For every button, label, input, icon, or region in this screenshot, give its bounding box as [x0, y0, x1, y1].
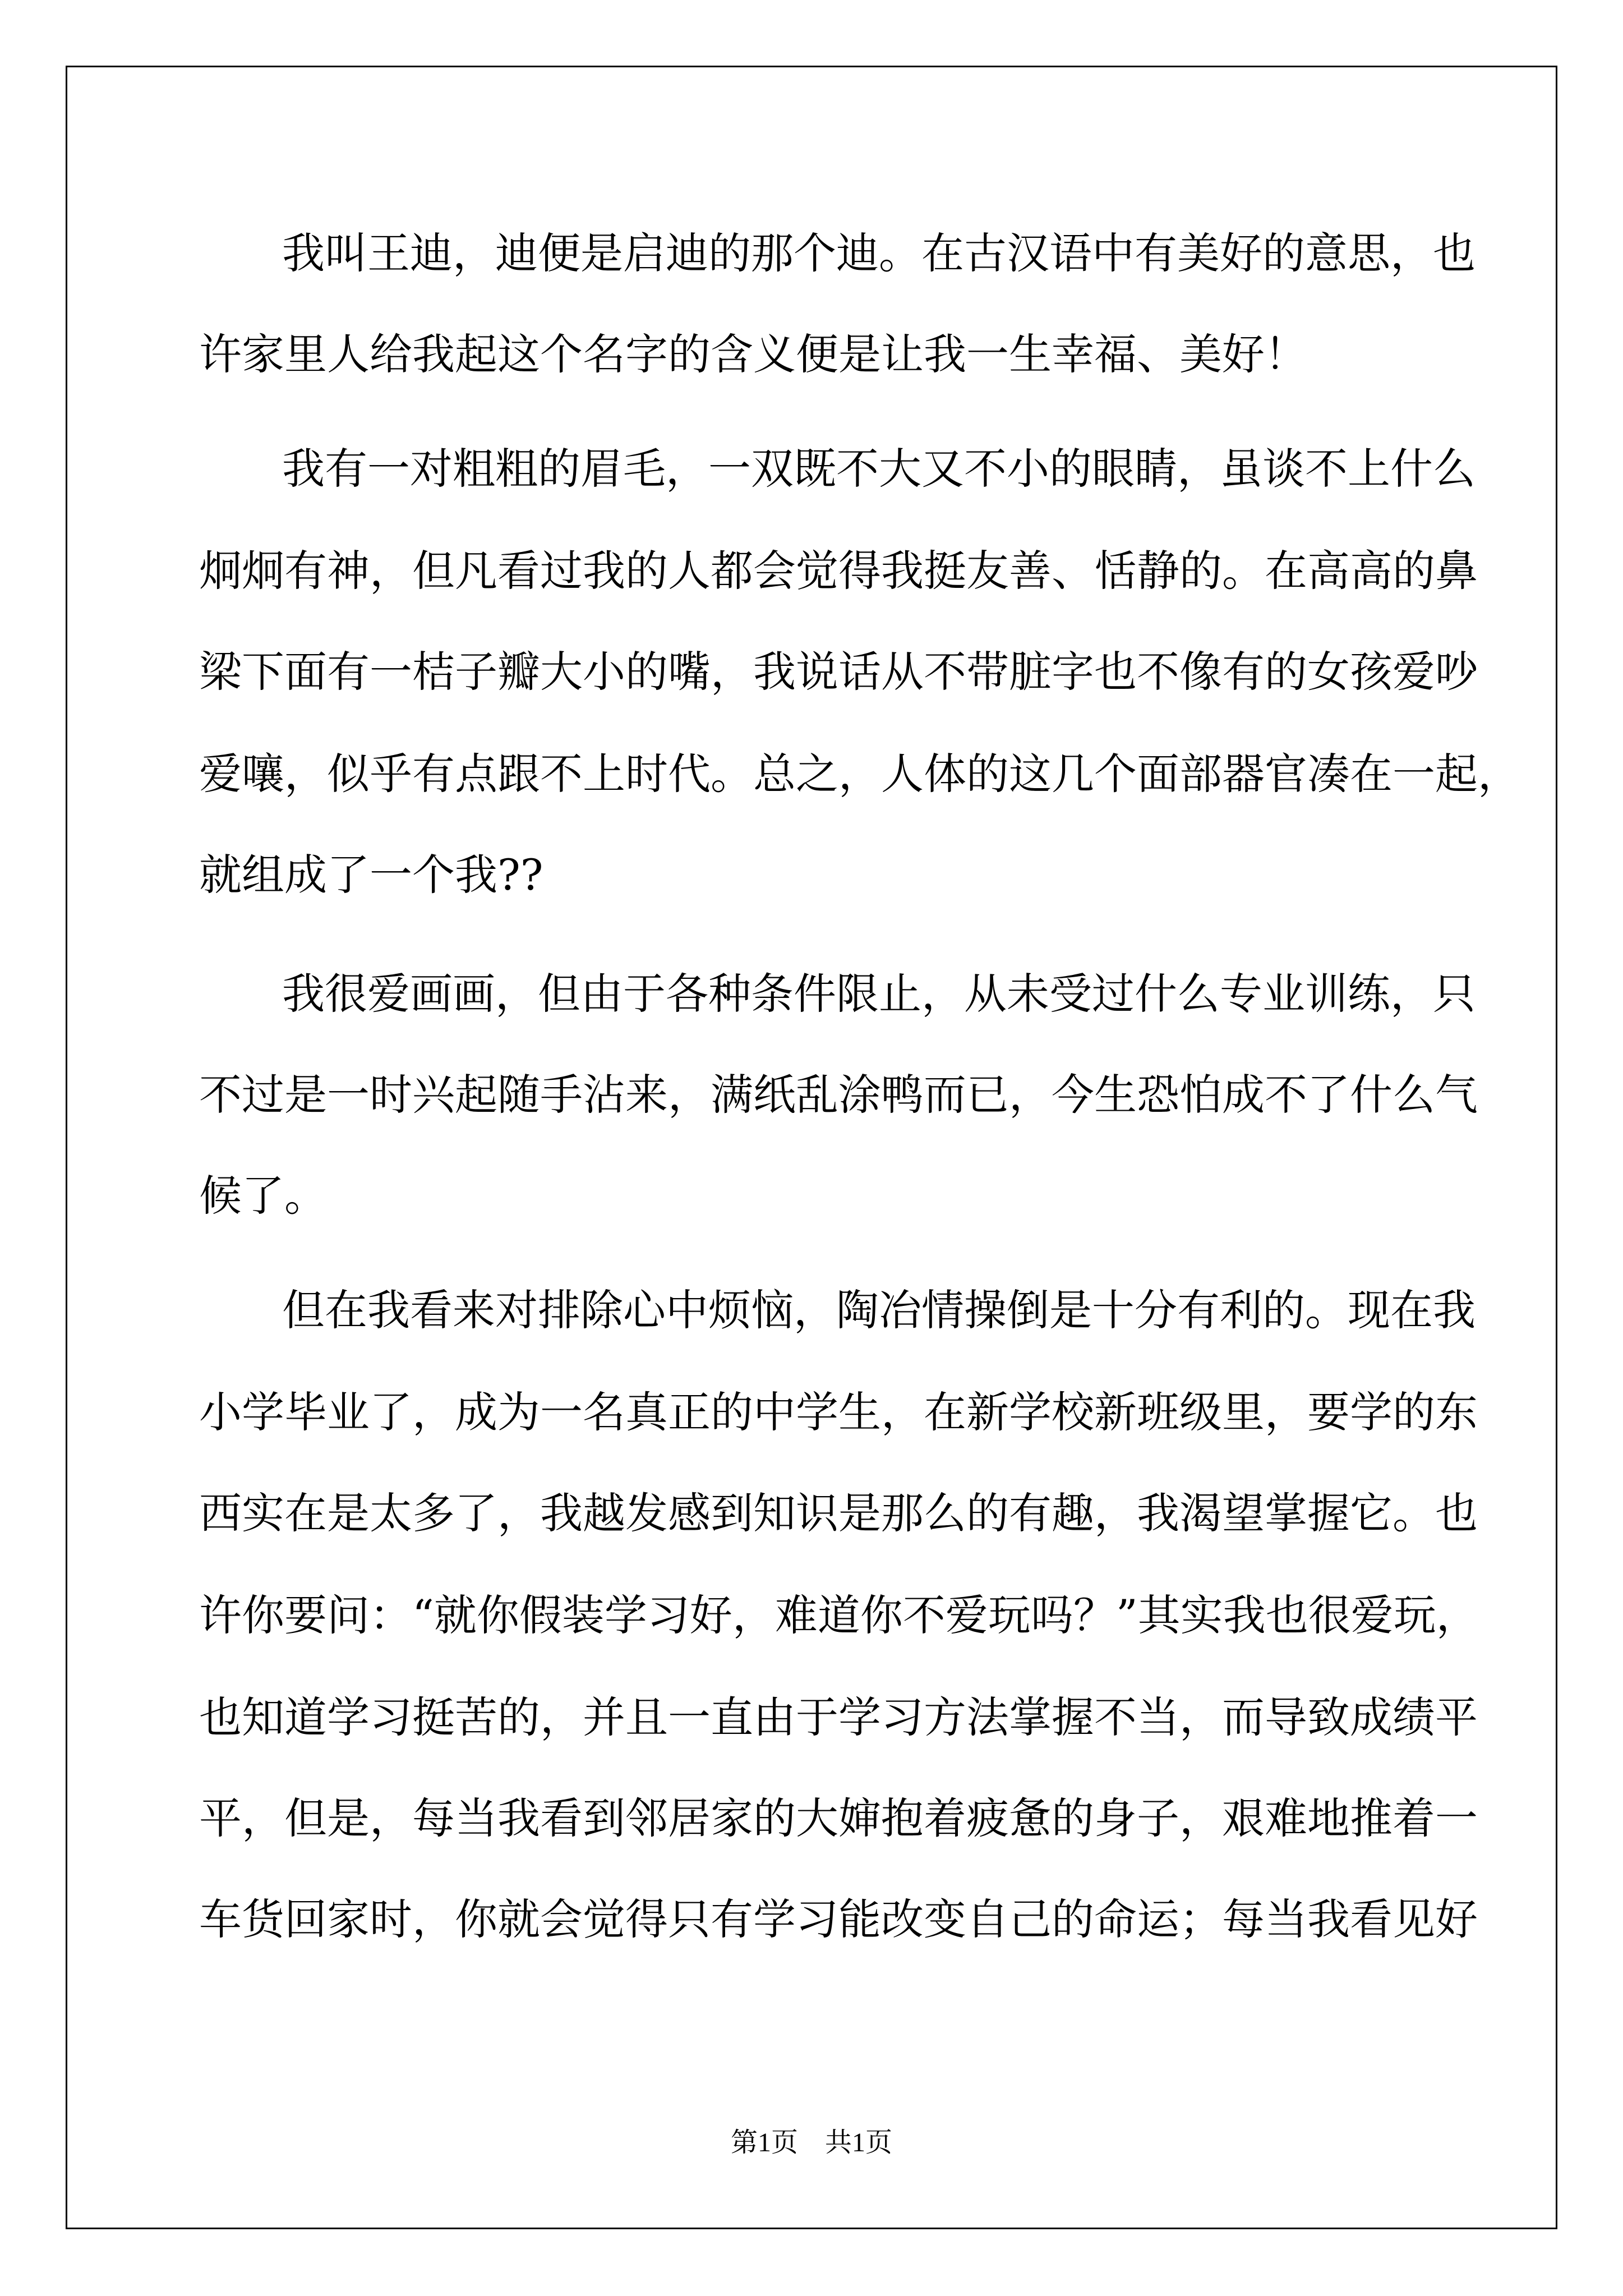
text-line-6: 爱嚷，似乎有点跟不上时代。总之，人体的这几个面部器官凑在一起， [199, 749, 1520, 799]
text-line-9: 不过是一时兴起随手沾来，满纸乱涂鸭而已，今生恐怕成不了什么气 [199, 1070, 1478, 1120]
page-footer: 第1页 共1页 [730, 2128, 892, 2157]
text-line-16: 平，但是，每当我看到邻居家的大婶抱着疲惫的身子，艰难地推着一 [199, 1793, 1478, 1843]
text-line-8: 我很爱画画，但由于各种条件限止，从未受过什么专业训练，只 [282, 969, 1476, 1019]
text-line-17: 车货回家时，你就会觉得只有学习能改变自己的命运；每当我看见好 [199, 1894, 1478, 1944]
text-line-11: 但在我看来对排除心中烦恼，陶冶情操倒是十分有利的。现在我 [282, 1285, 1476, 1335]
text-line-4: 炯炯有神，但凡看过我的人都会觉得我挺友善、恬静的。在高高的鼻 [199, 546, 1478, 596]
text-line-7: 就组成了一个我?? [199, 850, 543, 900]
text-line-2: 许家里人给我起这个名字的含义便是让我一生幸福、美好！ [199, 329, 1307, 379]
text-line-5: 梁下面有一桔子瓣大小的嘴，我说话从不带脏字也不像有的女孩爱吵 [199, 647, 1478, 697]
text-line-10: 候了。 [199, 1171, 327, 1221]
text-line-14: 许你要问：“就你假装学习好，难道你不爱玩吗？”其实我也很爱玩， [199, 1590, 1479, 1640]
text-line-3: 我有一对粗粗的眉毛，一双既不大又不小的眼睛，虽谈不上什么 [282, 444, 1476, 494]
text-line-12: 小学毕业了，成为一名真正的中学生，在新学校新班级里，要学的东 [199, 1387, 1478, 1437]
text-line-15: 也知道学习挺苦的，并且一直由于学习方法掌握不当，而导致成绩平 [199, 1692, 1478, 1742]
text-line-13: 西实在是太多了，我越发感到知识是那么的有趣，我渴望掌握它。也 [199, 1488, 1478, 1538]
text-line-1: 我叫王迪，迪便是启迪的那个迪。在古汉语中有美好的意思，也 [282, 228, 1476, 278]
